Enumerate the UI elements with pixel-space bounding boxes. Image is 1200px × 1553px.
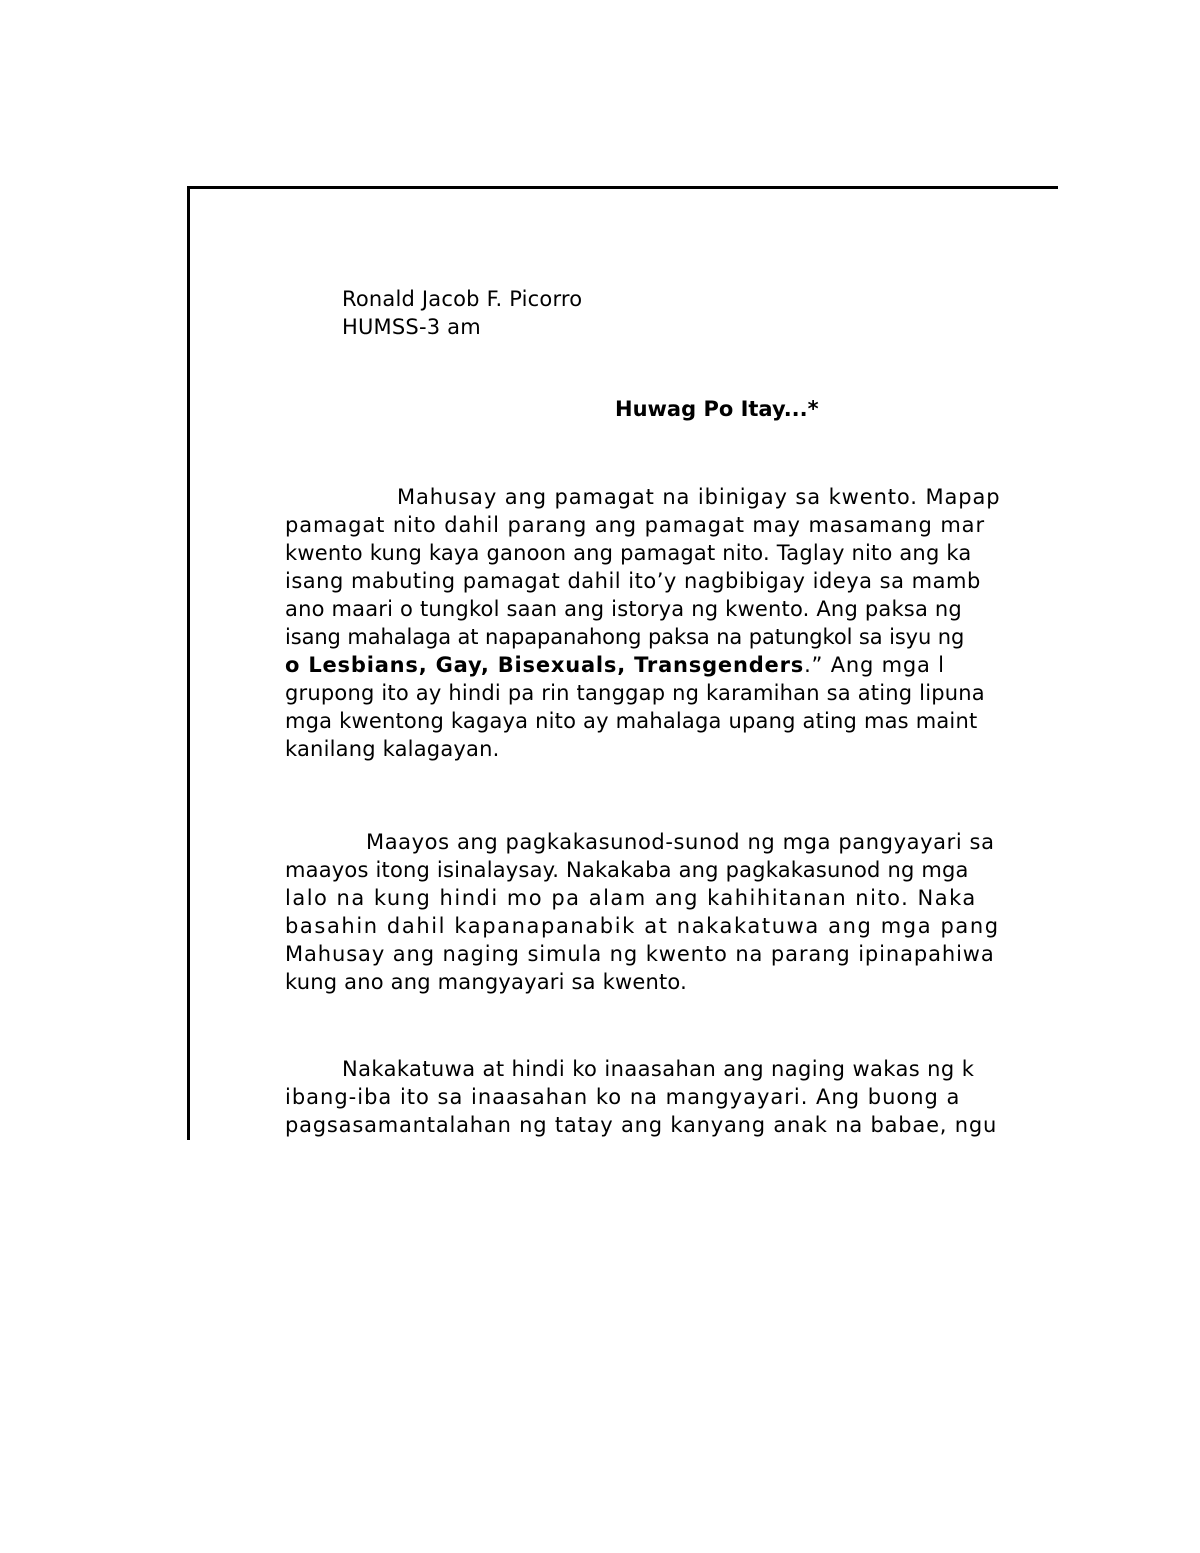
paragraph-line: Mahusay ang pamagat na ibinigay sa kwento. Mapap (397, 485, 1001, 509)
paragraph-line: isang mabuting pamagat dahil ito’y nagbibigay ideya sa mamb (285, 569, 981, 593)
document-page (190, 189, 1058, 1149)
essay-title: Huwag Po Itay...* (615, 397, 819, 421)
paragraph-line: ano maari o tungkol saan ang istorya ng kwento. Ang paksa ng (285, 597, 962, 621)
paragraph-line: kung ano ang mangyayari sa kwento. (285, 970, 687, 994)
lgbt-emphasis: o Lesbians, Gay, Bisexuals, Transgenders (285, 653, 805, 677)
paragraph-line: Mahusay ang naging simula ng kwento na parang ipinapahiwa (285, 942, 995, 966)
paragraph-line: pamagat nito dahil parang ang pamagat may masamang mar (285, 513, 985, 537)
paragraph-line: maayos itong isinalaysay. Nakakaba ang pagkakasunod ng mga (285, 858, 969, 882)
paragraph-line: lalo na kung hindi mo pa alam ang kahihitanan nito. Naka (285, 886, 977, 910)
paragraph-line: ibang-iba ito sa inaasahan ko na mangyayari. Ang buong a (285, 1085, 961, 1109)
paragraph-line: kanilang kalagayan. (285, 737, 500, 761)
paragraph-line: Nakakatuwa at hindi ko inaasahan ang naging wakas ng k (342, 1057, 975, 1081)
paragraph-line: isang mahalaga at napapanahong paksa na patungkol sa isyu ng (285, 625, 965, 649)
paragraph-line: grupong ito ay hindi pa rin tanggap ng karamihan sa ating lipuna (285, 681, 985, 705)
paragraph-line (285, 651, 945, 679)
paragraph-line: kwento kung kaya ganoon ang pamagat nito. Taglay nito ang ka (285, 541, 972, 565)
author-name: Ronald Jacob F. Picorro (342, 287, 583, 311)
paragraph-line: pagsasamantalahan ng tatay ang kanyang anak na babae, ngu (285, 1113, 998, 1137)
class-section: HUMSS-3 am (342, 315, 481, 339)
paragraph-line: mga kwentong kagaya nito ay mahalaga upang ating mas maint (285, 709, 978, 733)
paragraph-line: basahin dahil kapanapanabik at nakakatuwa ang mga pang (285, 914, 1000, 938)
paragraph-line: Maayos ang pagkakasunod-sunod ng mga pangyayari sa (366, 830, 995, 854)
paragraph-line-rest: .” Ang mga l (804, 653, 945, 677)
